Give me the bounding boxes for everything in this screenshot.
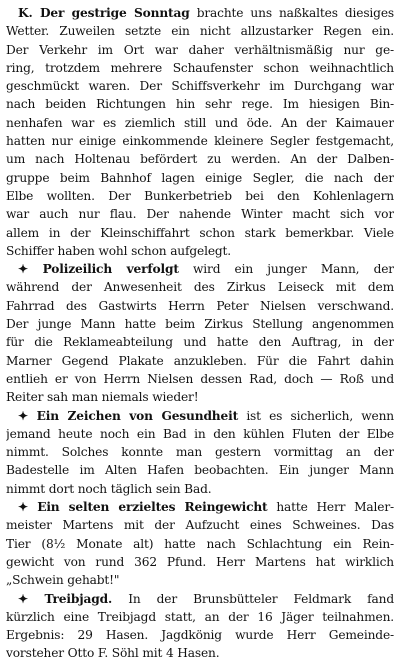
text-line: Tier (8½ Monate alt) hatte nach Schlachtung ein Rein- — [6, 536, 394, 551]
text-line: geschmückt waren. Der Schiffsverkehr im Durchgang war — [6, 79, 394, 94]
paragraph-lead: ✦ Polizeilich verfolgt — [18, 262, 179, 277]
paragraph-police-search — [6, 260, 394, 406]
text-line: ✦ Ein Zeichen von Gesundheit ist es sicherlich, wenn — [18, 408, 394, 423]
text-line: nach beiden Richtungen hin sehr rege. Im hiesigen Bin- — [6, 97, 394, 112]
paragraph-hunt — [6, 590, 394, 663]
text-line: hatten nur einige einkommende kleinere Segler festgemacht, — [6, 134, 394, 149]
text-line: allem in der Kleinschiffahrt schon stark bemerkbar. Viele — [6, 225, 394, 240]
text-line: kürzlich eine Treibjagd statt, an der 16 Jäger teilnahmen. — [6, 609, 394, 624]
text-line: Der junge Mann hatte beim Zirkus Stellung angenommen — [6, 317, 394, 332]
paragraph-sunday-weather — [6, 4, 394, 260]
paragraph-lead: ✦ Ein selten erzieltes Reingewicht — [18, 500, 268, 515]
paragraph-health-sign — [6, 407, 394, 498]
text-line: K. Der gestrige Sonntag brachte uns naßkaltes diesiges — [18, 6, 394, 20]
text-line: gewicht von rund 362 Pfund. Herr Martens hat wirklich — [6, 554, 394, 569]
text-line: nenhafen war es ziemlich still und öde. An der Kaimauer — [6, 115, 394, 130]
text-line: Badestelle im Alten Hafen beobachten. Ein junger Mann — [6, 463, 394, 478]
text-line: nimmt. Solches konnte man gestern vormittag an der — [6, 445, 394, 460]
text-line: meister Martens mit der Aufzucht eines Schweines. Das — [6, 518, 394, 533]
text-line: Fahrrad des Gastwirts Herrn Peter Nielsen verschwand. — [6, 298, 394, 313]
text-line: gruppe beim Bahnhof lagen einige Segler, die nach der — [6, 170, 394, 185]
text-line: Ergebnis: 29 Hasen. Jagdkönig wurde Herr Gemeinde- — [6, 628, 394, 643]
text-line: ✦ Ein selten erzieltes Reingewicht hatte Herr Maler- — [18, 500, 394, 515]
text-line: Wetter. Zuweilen setzte ein nicht allzustarker Regen ein. — [6, 24, 394, 39]
paragraph-lead: K. Der gestrige Sonntag — [18, 6, 190, 20]
text-line: während der Anwesenheit des Zirkus Leiseck mit dem — [6, 280, 394, 295]
text-line: nimmt dort noch täglich sein Bad. — [6, 481, 212, 496]
text-line: ✦ Treibjagd. In der Brunsbütteler Feldmark fand — [18, 591, 394, 606]
text-line: Schiffer haben wohl schon aufgelegt. — [6, 243, 232, 258]
text-line: Der Verkehr im Ort war daher verhältnismäßig nur ge- — [6, 42, 394, 57]
text-line: für die Reklameabteilung und hatte den Auftrag, in der — [6, 335, 394, 350]
text-line: vorsteher Otto F. Söhl mit 4 Hasen. — [6, 646, 220, 661]
text-line: war auch nur flau. Der nahende Winter macht sich vor — [6, 207, 394, 222]
text-line: Marner Gegend Plakate anzukleben. Für die Fahrt dahin — [6, 353, 394, 368]
text-line: jemand heute noch ein Bad in den kühlen Fluten der Elbe — [6, 426, 394, 441]
paragraph-lead: ✦ Ein Zeichen von Gesundheit — [18, 408, 239, 423]
text-line: um nach Holtenau befördert zu werden. An der Dalben- — [6, 152, 394, 167]
paragraph-lead: ✦ Treibjagd. — [18, 591, 113, 606]
text-line: entlieh er von Herrn Nielsen dessen Rad, doch — Roß und — [6, 371, 394, 386]
text-line: Elbe wollten. Der Bunkerbetrieb bei den Kohlenlagern — [6, 188, 394, 203]
text-line: ring, trotzdem mehrere Schaufenster schon weihnachtlich — [6, 60, 394, 75]
text-line: ✦ Polizeilich verfolgt wird ein junger Mann, der — [18, 262, 394, 277]
paragraph-pig-weight — [6, 498, 394, 589]
text-line: „Schwein gehabt!" — [6, 573, 120, 588]
text-line: Reiter sah man niemals wieder! — [6, 390, 199, 405]
